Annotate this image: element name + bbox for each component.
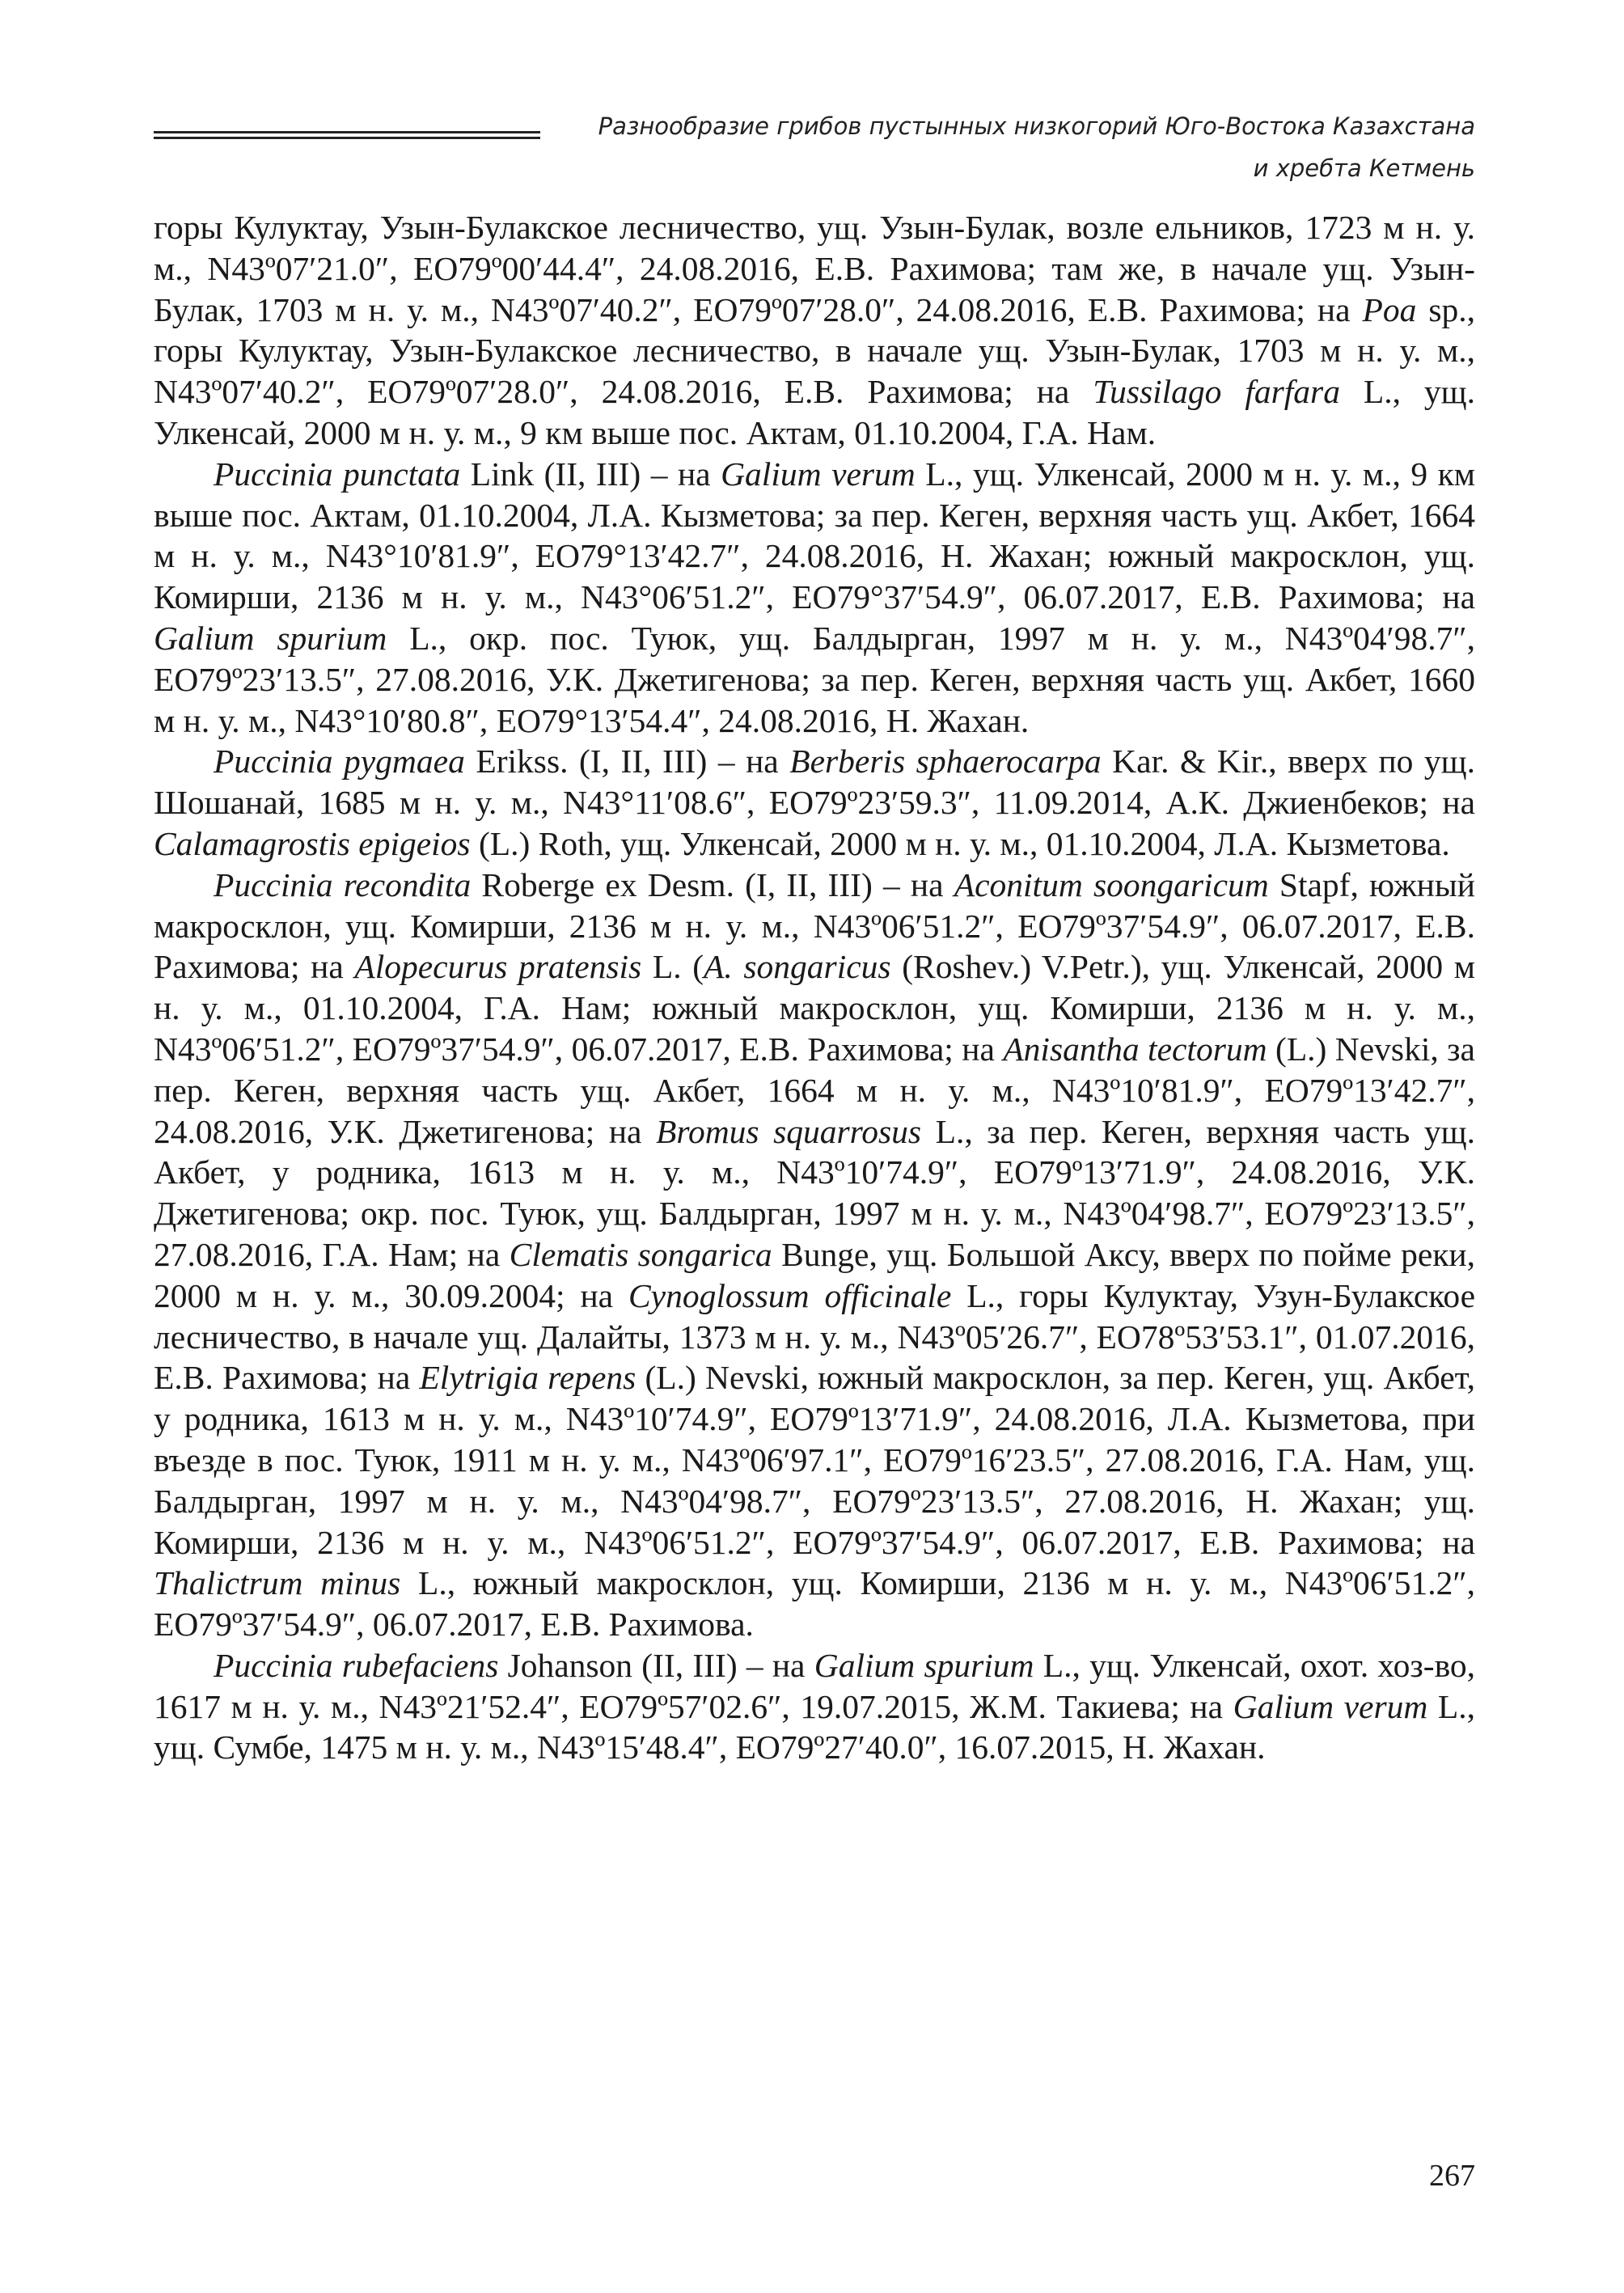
page-number: 267 <box>1429 2159 1475 2193</box>
text-run: L., ущ. Улкенсай, охот. хоз-во, 1617 м н. у. м., N43º21′52.4″, EO79º57′02.6″, 19.07.2015, Ж.М. Такиева; на <box>154 1646 1476 1725</box>
paragraph <box>154 207 1475 454</box>
taxon-name: Elytrigia repens <box>419 1359 636 1397</box>
text-run: горы Кулуктау, Узын-Булакское лесничество, ущ. Узын-Булак, возле ельников, 1723 м н. у. м., N43º07′21.0″, EO79º00′44.4″, 24.08.2016, Е.В. Рахимова; там же, в начале ущ. Узын-Булак, 1703 м н. у. м., N43º07′40.2″, EO79º07′28.0″, 24.08.2016, Е.В. Рахимова; на <box>154 209 1475 328</box>
text-run: L., за пер. Кеген, верхняя часть ущ. Акбет, у родника, 1613 м н. у. м., N43º10′74.9″, EO79º13′71.9″, 24.08.2016, У.К. Джетигенова; окр. пос. Туюк, ущ. Балдырган, 1997 м н. у. м., N43º04′98.7″, EO79º23′13.5″, 27.08.2016, Г.А. Нам; на <box>154 1112 1475 1273</box>
running-title-line-2: и хребта Кетмень <box>1253 154 1475 182</box>
text-run: Johanson (II, III) – на <box>498 1646 814 1684</box>
text-run: L., горы Кулуктау, Узун-Булакское лесничество, в начале ущ. Далайты, 1373 м н. у. м., N43º05′26.7″, EO78º53′53.1″, 01.07.2016, Е.В. Рахимова; на <box>154 1276 1475 1397</box>
text-run: Roberge ex Desm. (I, II, III) – на <box>471 865 954 903</box>
taxon-name: Bromus squarrosus <box>655 1112 922 1150</box>
taxon-name: Galium verum <box>721 455 916 493</box>
taxon-name: Galium verum <box>1233 1687 1428 1725</box>
taxon-name: Puccinia pygmaea <box>214 742 465 781</box>
taxon-name: Galium spurium <box>814 1646 1034 1684</box>
taxon-name: Cynoglossum officinale <box>628 1276 952 1314</box>
taxon-name: Puccinia recondita <box>214 865 472 903</box>
taxon-name: Aconitum soongaricum <box>954 865 1269 903</box>
text-run: L., ущ. Улкенсай, 2000 м н. у. м., 9 км выше пос. Актам, 01.10.2004, Л.А. Кызметова; за пер. Кеген, верхняя часть ущ. Акбет, 1664 м н. у. м., N43°10′81.9″, EO79°13′42.7″, 24.08.2016, Н. Жахан; южный макросклон, ущ. Комирши, 2136 м н. у. м., N43°06′51.2″, EO79°37′54.9″, 06.07.2017, Е.В. Рахимова; на <box>154 455 1475 616</box>
taxon-name: Clematis songarica <box>509 1235 772 1273</box>
taxon-name: Puccinia punctata <box>214 455 461 493</box>
text-run: Kar. & Kir., вверх по ущ. Шошанай, 1685 м н. у. м., N43°11′08.6″, EO79º23′59.3″, 11.09.2014, А.К. Джиенбеков; на <box>154 742 1476 822</box>
paragraph <box>154 1645 1475 1768</box>
text-run: (L.) Nevski, за пер. Кеген, верхняя часть ущ. Акбет, 1664 м н. у. м., N43º10′81.9″, EO79º13′42.7″, 24.08.2016, У.К. Джетигенова; на <box>154 1030 1475 1150</box>
text-run: Link (II, III) – на <box>460 455 721 493</box>
running-title <box>553 105 1475 189</box>
text-run: L., ущ. Сумбе, 1475 м н. у. м., N43º15′48.4″, EO79º27′40.0″, 16.07.2015, Н. Жахан. <box>154 1687 1475 1766</box>
text-run: (L.) Roth, ущ. Улкенсай, 2000 м н. у. м., 01.10.2004, Л.А. Кызметова. <box>470 824 1450 862</box>
article-body <box>154 207 1475 1768</box>
paragraph <box>154 741 1475 864</box>
text-run: (L.) Nevski, южный макросклон, за пер. Кеген, ущ. Акбет, у родника, 1613 м н. у. м., N43º10′74.9″, EO79º13′71.9″, 24.08.2016, Л.А. Кызметова, при въезде в пос. Туюк, 1911 м н. у. м., N43º06′97.1″, EO79º16′23.5″, 27.08.2016, Г.А. Нам, ущ. Балдырган, 1997 м н. у. м., N43º04′98.7″, EO79º23′13.5″, 27.08.2016, Н. Жахан; ущ. Комирши, 2136 м н. у. м., N43º06′51.2″, EO79º37′54.9″, 06.07.2017, Е.В. Рахимова; на <box>154 1359 1476 1561</box>
taxon-name: Poa <box>1362 290 1417 328</box>
taxon-name: Berberis sphaerocarpa <box>789 742 1102 781</box>
text-run: (Roshev.) V.Petr.), ущ. Улкенсай, 2000 м н. у. м., 01.10.2004, Г.А. Нам; южный макросклон, ущ. Комирши, 2136 м н. у. м., N43º06′51.2″, EO79º37′54.9″, 06.07.2017, Е.В. Рахимова; на <box>154 948 1476 1068</box>
taxon-name: Galium spurium <box>154 619 387 657</box>
taxon-name: Calamagrostis epigeios <box>154 824 471 862</box>
text-run: L., окр. пос. Туюк, ущ. Балдырган, 1997 м н. у. м., N43º04′98.7″, EO79º23′13.5″, 27.08.2016, У.К. Джетигенова; за пер. Кеген, верхняя часть ущ. Акбет, 1660 м н. у. м., N43°10′80.8″, EO79°13′54.4″, 24.08.2016, Н. Жахан. <box>154 619 1475 739</box>
taxon-name: Alopecurus pratensis <box>354 948 642 986</box>
text-run: sp., горы Кулуктау, Узын-Булакское лесничество, в начале ущ. Узын-Булак, 1703 м н. у. м., N43º07′40.2″, EO79º07′28.0″, 24.08.2016, Е.В. Рахимова; на <box>154 290 1475 411</box>
text-run: L. ( <box>641 948 704 986</box>
text-run: Erikss. (I, II, III) – на <box>464 742 790 781</box>
taxon-name: Anisantha tectorum <box>1003 1030 1267 1068</box>
taxon-name: A. songaricus <box>704 948 891 986</box>
text-run: L., южный макросклон, ущ. Комирши, 2136 м н. у. м., N43º06′51.2″, EO79º37′54.9″, 06.07.2017, Е.В. Рахимова. <box>154 1564 1475 1644</box>
text-run: Stapf, южный макросклон, ущ. Комирши, 2136 м н. у. м., N43º06′51.2″, EO79º37′54.9″, 06.07.2017, Е.В. Рахимова; на <box>154 865 1475 986</box>
paragraph <box>154 454 1475 742</box>
text-run: Bunge, ущ. Большой Аксу, вверх по пойме реки, 2000 м н. у. м., 30.09.2004; на <box>154 1235 1475 1314</box>
taxon-name: Tussilago farfara <box>1093 373 1340 411</box>
paragraph <box>154 865 1475 1645</box>
running-title-line-1: Разнообразие грибов пустынных низкогорий Юго-Востока Казахстана <box>598 112 1475 140</box>
header-rule <box>154 131 540 139</box>
taxon-name: Thalictrum minus <box>154 1564 401 1602</box>
taxon-name: Puccinia rubefaciens <box>214 1646 499 1684</box>
text-run: L., ущ. Улкенсай, 2000 м н. у. м., 9 км выше пос. Актам, 01.10.2004, Г.А. Нам. <box>154 373 1475 451</box>
